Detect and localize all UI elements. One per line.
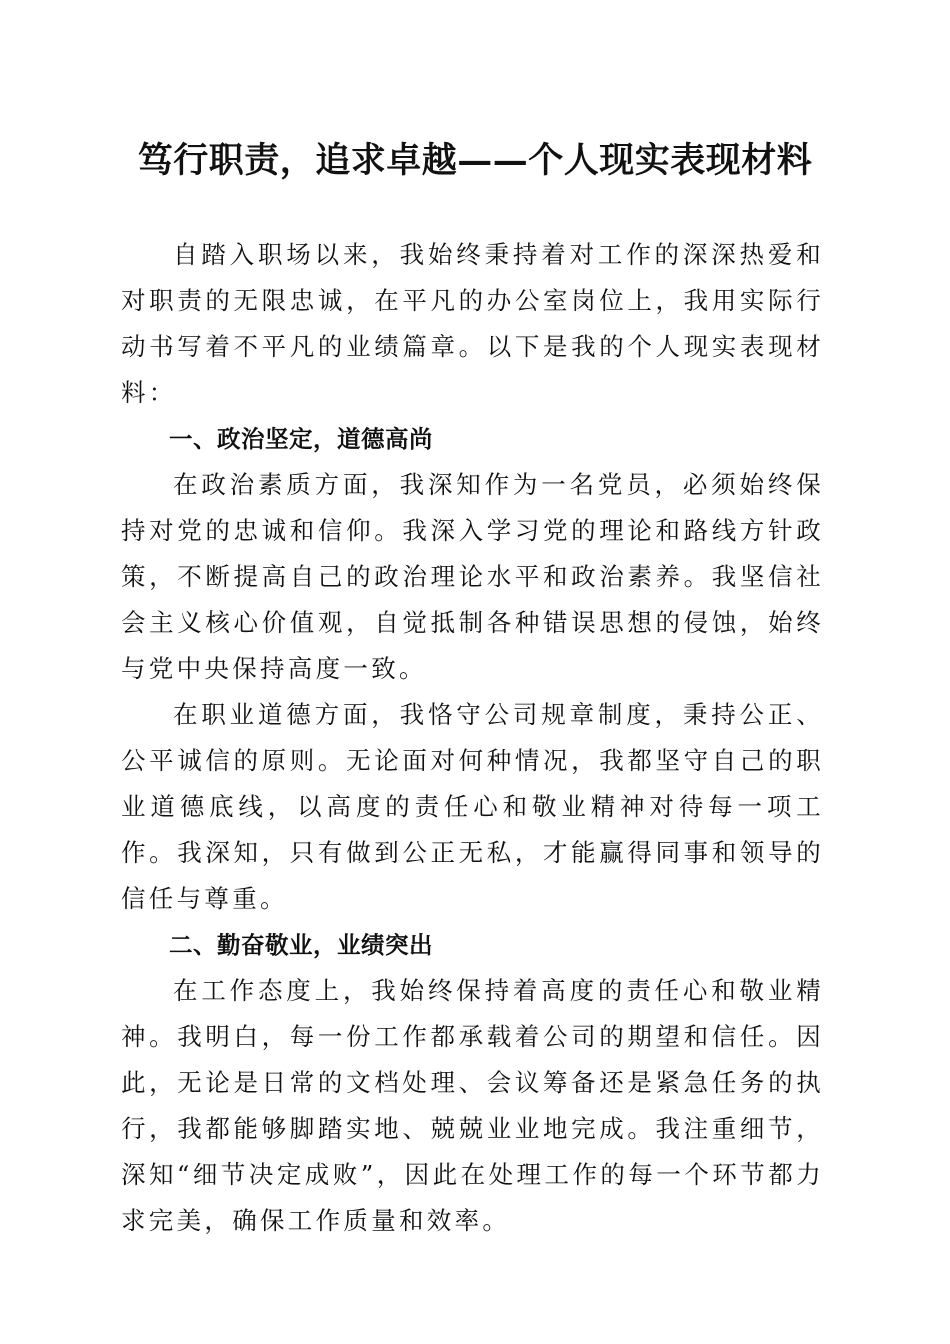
section-political — [121, 416, 824, 922]
document-body — [121, 232, 824, 1244]
intro-paragraph: 自踏入职场以来，我始终秉持着对工作的深深热爱和对职责的无限忠诚，在平凡的办公室岗位上，我用实际行动书写着不平凡的业绩篇章。以下是我的个人现实表现材料： — [121, 240, 824, 407]
paragraph-professional-ethics: 在职业道德方面，我恪守公司规章制度，秉持公正、公平诚信的原则。无论面对何种情况，我都坚守自己的职业道德底线，以高度的责任心和敬业精神对待每一项工作。我深知，只有做到公正无私，才能赢得同事和领导的信任与尊重。 — [121, 700, 824, 913]
section-diligence — [121, 922, 824, 1244]
document-title: 笃行职责，追求卓越——个人现实表现材料 — [137, 140, 813, 181]
section-heading-diligence: 二、勤奋敬业，业绩突出 — [169, 931, 433, 959]
paragraph-political-quality: 在政治素质方面，我深知作为一名党员，必须始终保持对党的忠诚和信仰。我深入学习党的理论和路线方针政策，不断提高自己的政治理论水平和政治素养。我坚信社会主义核心价值观，自觉抵制各种错误思想的侵蚀，始终与党中央保持高度一致。 — [121, 470, 824, 683]
paragraph-work-attitude: 在工作态度上，我始终保持着高度的责任心和敬业精神。我明白，每一份工作都承载着公司的期望和信任。因此，无论是日常的文档处理、会议筹备还是紧急任务的执行，我都能够脚踏实地、兢兢业业地完成。我注重细节，深知“细节决定成败”，因此在处理工作的每一个环节都力求完美，确保工作质量和效率。 — [121, 976, 824, 1235]
section-heading-political: 一、政治坚定，道德高尚 — [169, 425, 433, 453]
